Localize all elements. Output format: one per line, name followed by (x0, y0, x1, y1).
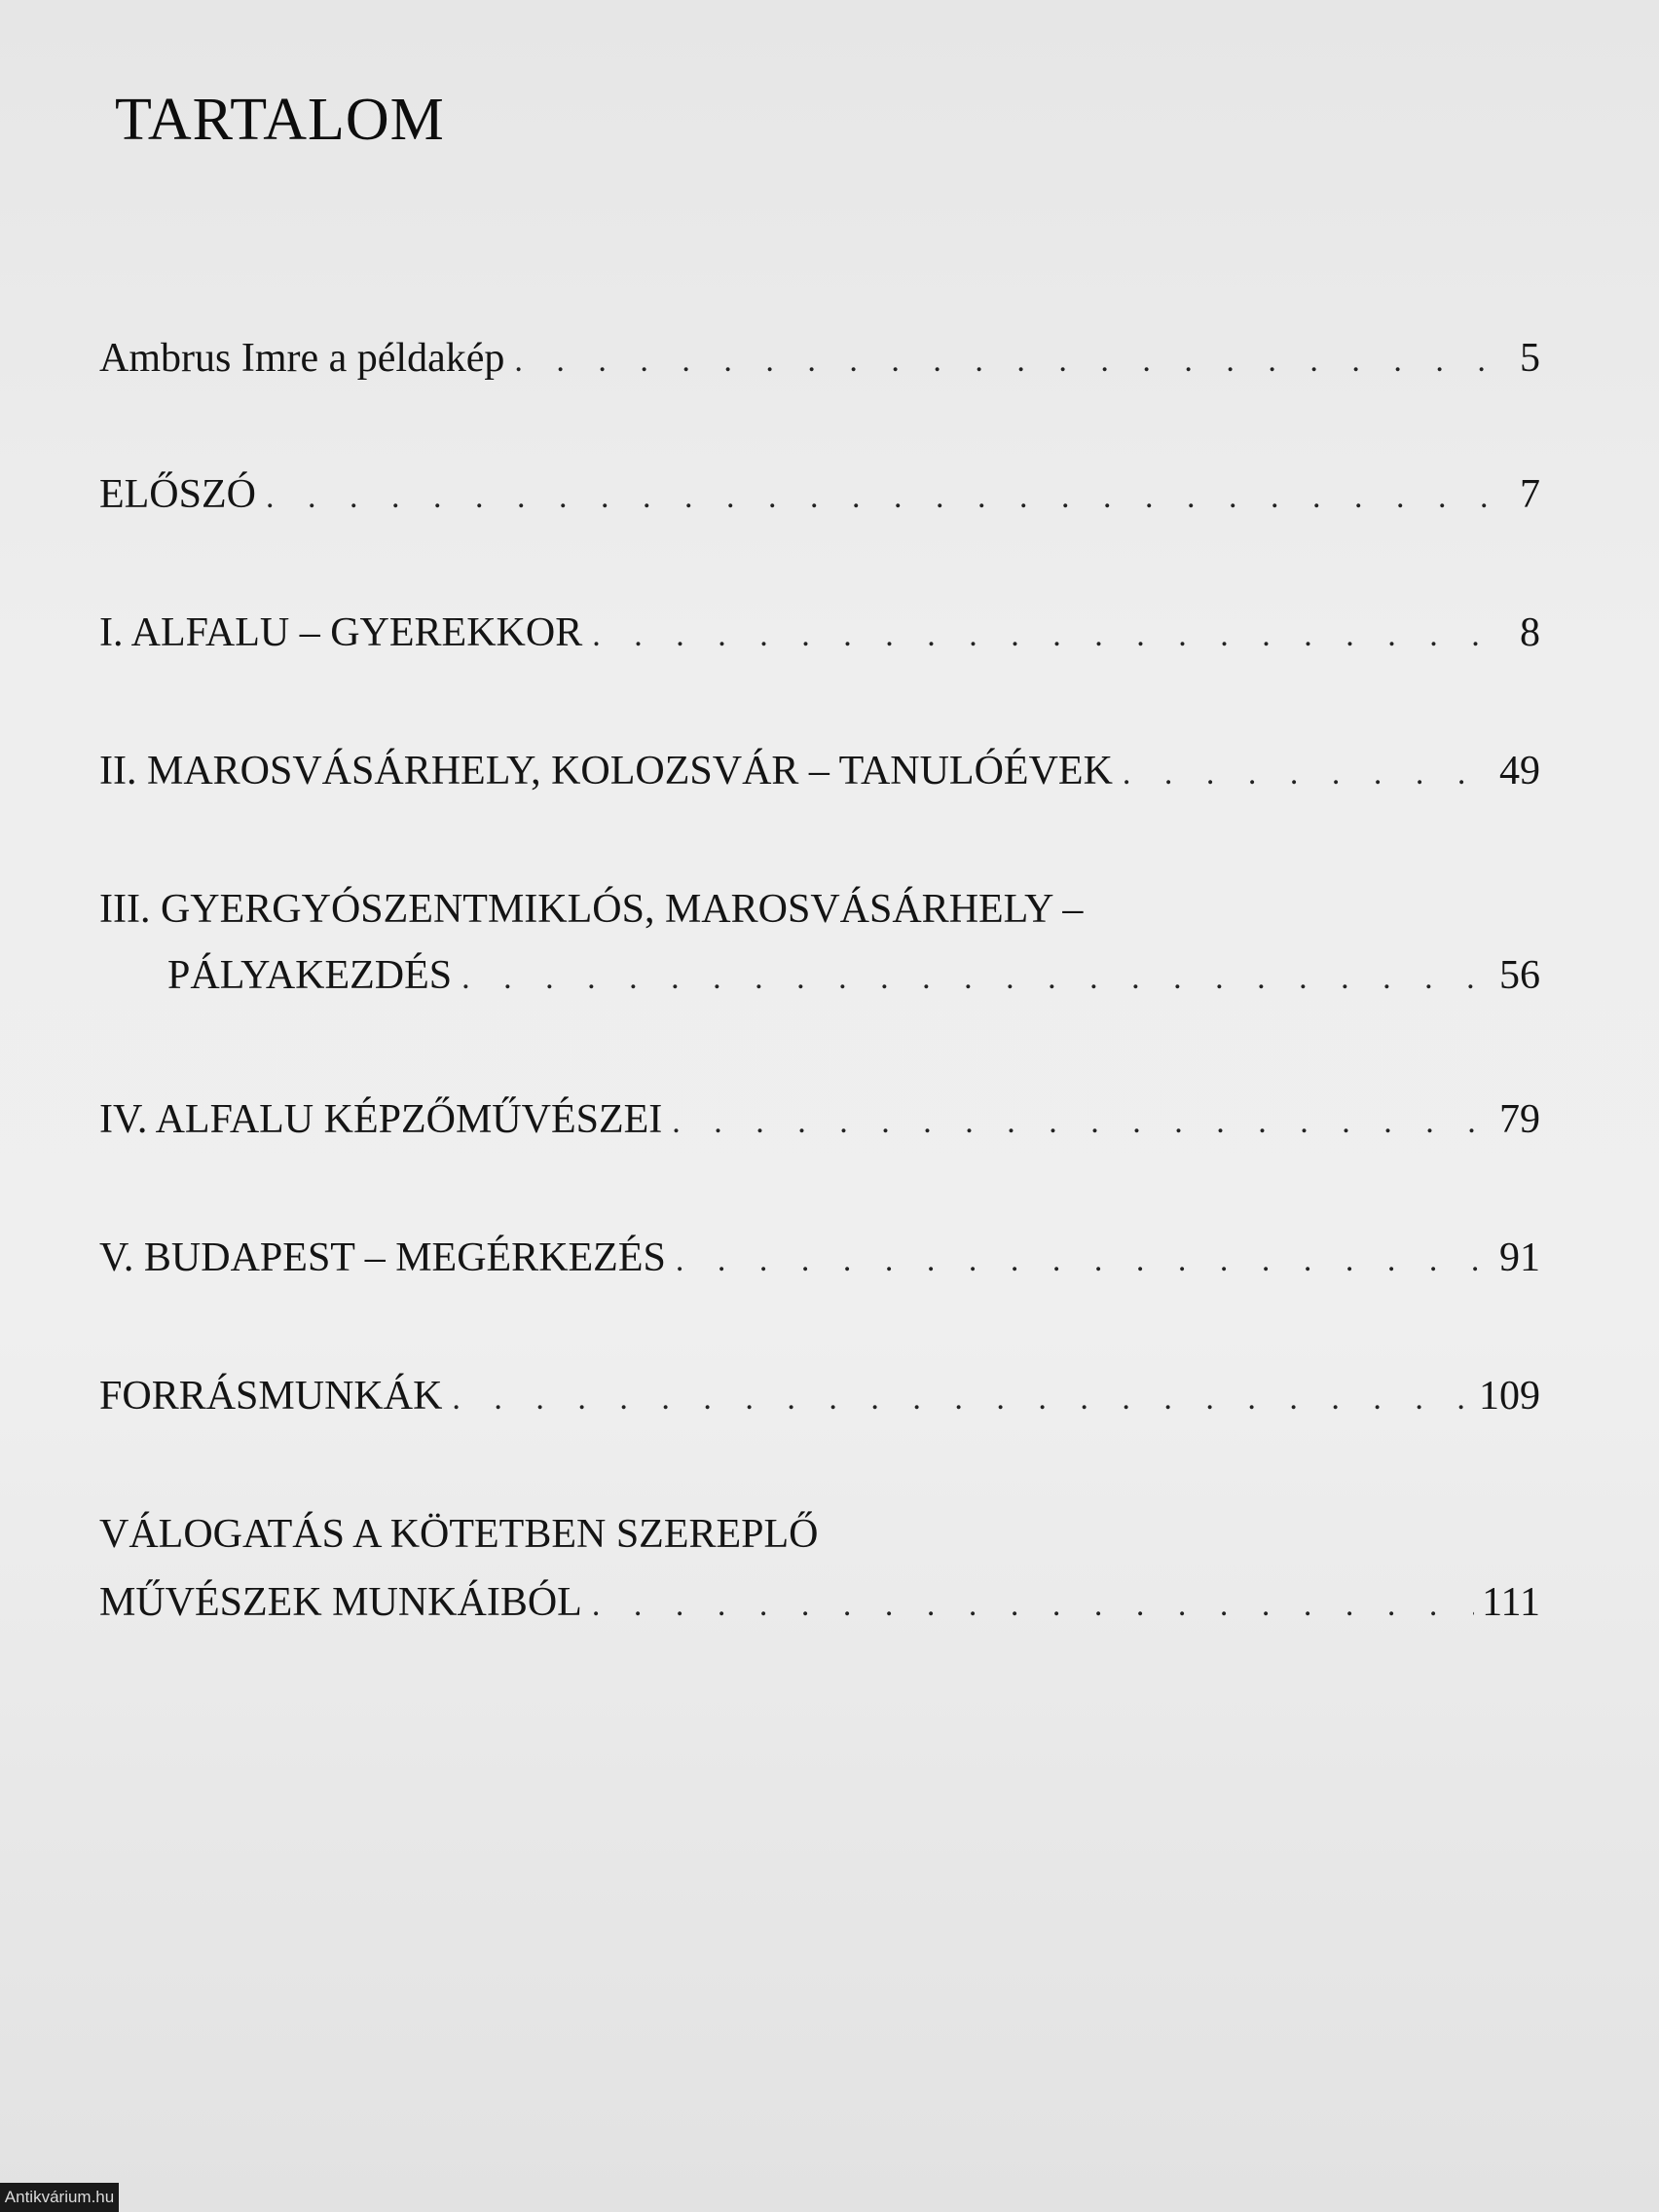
toc-entry-page: 91 (1499, 1235, 1540, 1280)
toc-entry-page: 79 (1499, 1097, 1540, 1142)
toc-entry-page: 8 (1520, 610, 1540, 655)
toc-entry (99, 465, 1540, 524)
watermark-label: Antikvárium.hu (0, 2183, 119, 2212)
dot-leader (592, 1576, 1474, 1635)
toc-entry-title: I. ALFALU – GYEREKKOR (99, 610, 583, 655)
toc-entry-title-line2: PÁLYAKEZDÉS (167, 953, 453, 998)
dot-leader (676, 1232, 1492, 1290)
dot-leader (672, 1093, 1492, 1152)
toc-entry-title: V. BUDAPEST – MEGÉRKEZÉS (99, 1235, 666, 1280)
toc-entry (99, 880, 1540, 1005)
toc-entry-title: IV. ALFALU KÉPZŐMŰVÉSZEI (99, 1097, 663, 1142)
toc-entry (99, 1505, 1540, 1632)
toc-entry-page: 56 (1499, 953, 1540, 998)
toc-entry-page: 111 (1482, 1580, 1540, 1625)
toc-entry (99, 604, 1540, 662)
toc-entry-page: 7 (1520, 472, 1540, 517)
toc-entry-title: ELŐSZÓ (99, 472, 256, 517)
dot-leader (266, 468, 1512, 527)
toc-entry-title: Ambrus Imre a példakép (99, 336, 505, 381)
dot-leader (514, 332, 1512, 390)
dot-leader (461, 949, 1492, 1008)
toc-entry-page: 5 (1520, 336, 1540, 381)
dot-leader (1123, 745, 1492, 803)
toc-entry (99, 1090, 1540, 1149)
toc-entry-page: 49 (1499, 749, 1540, 793)
toc-entry-page: 109 (1479, 1374, 1540, 1419)
toc-entry (99, 742, 1540, 800)
dot-leader (592, 607, 1512, 665)
toc-entry (99, 1367, 1540, 1425)
page-title: TARTALOM (115, 87, 445, 153)
toc-entry (99, 329, 1540, 387)
toc-entry-title-line2: MŰVÉSZEK MUNKÁIBÓL (99, 1580, 582, 1625)
dot-leader (452, 1370, 1471, 1428)
toc-entry-title-line1: VÁLOGATÁS A KÖTETBEN SZEREPLŐ (99, 1512, 819, 1557)
toc-entry-title-line1: III. GYERGYÓSZENTMIKLÓS, MAROSVÁSÁRHELY – (99, 887, 1084, 932)
toc-entry-title: II. MAROSVÁSÁRHELY, KOLOZSVÁR – TANULÓÉVEK (99, 749, 1113, 793)
toc-entry (99, 1229, 1540, 1287)
toc-entry-title: FORRÁSMUNKÁK (99, 1374, 443, 1419)
